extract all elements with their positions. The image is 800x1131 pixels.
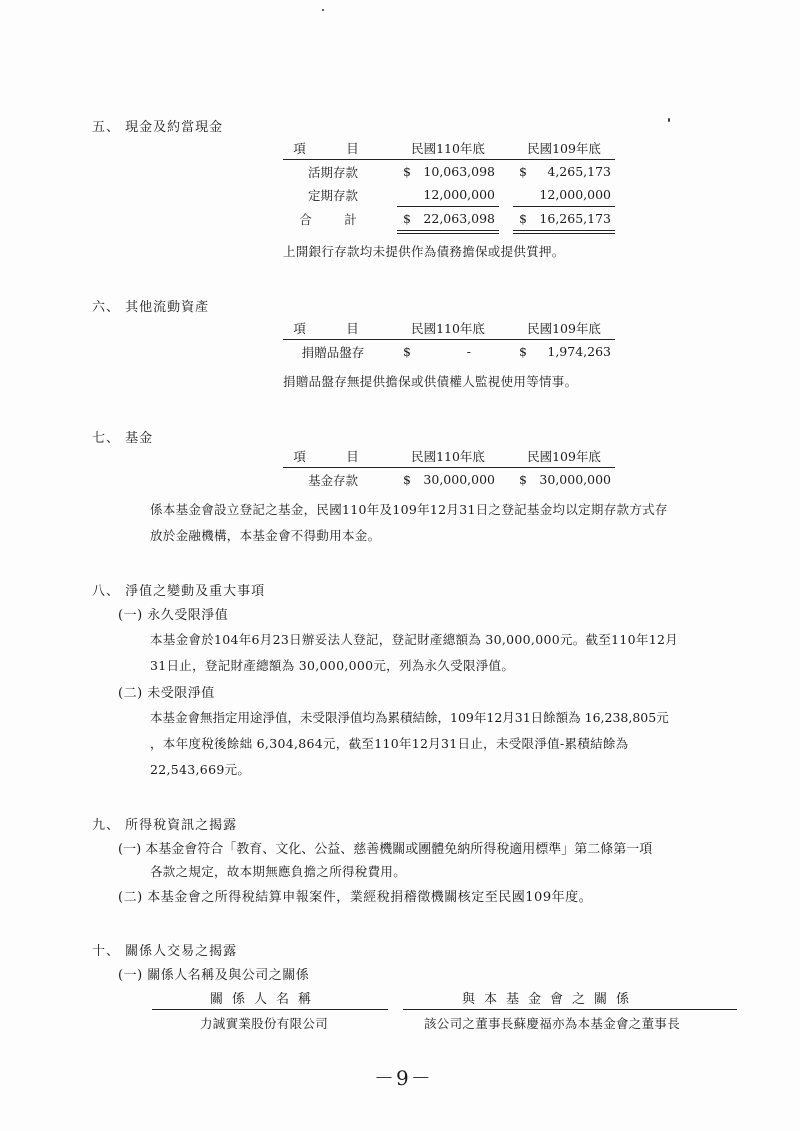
table-row — [283, 160, 615, 184]
relationship-description: 該公司之董事長蘇慶福亦為本基金會之董事長 — [424, 1016, 681, 1031]
currency-symbol: $ — [403, 211, 411, 226]
section-7-paragraph-line-2: 放於金融機構，本基金會不得動用本金。 — [150, 528, 381, 543]
currency-symbol: $ — [519, 164, 527, 179]
value-y109: 1,974,263 — [547, 344, 611, 359]
row-item: 合 計 — [299, 212, 367, 228]
currency-symbol: $ — [403, 472, 411, 487]
section-8-sub-1-line-2: 31日止，登記財產總額為 30,000,000元，列為永久受限淨值。 — [150, 658, 515, 673]
value-y109: 30,000,000 — [539, 472, 611, 487]
section-8-sub-2: (二) 未受限淨值 — [118, 686, 215, 701]
row-item: 捐贈品盤存 — [301, 344, 365, 360]
section-5-note: 上開銀行存款均未提供作為債務擔保或提供質押。 — [283, 244, 565, 259]
cash-table — [283, 137, 615, 234]
scan-speck — [322, 9, 324, 11]
header-item: 項 目 — [283, 137, 383, 160]
value-y109: 4,265,173 — [547, 164, 611, 179]
value-y109: 12,000,000 — [539, 187, 611, 202]
table-header-row — [283, 137, 615, 160]
section-10-heading: 十、 關係人交易之揭露 — [92, 944, 238, 959]
value-y109: 16,265,173 — [539, 211, 611, 226]
currency-symbol: $ — [403, 164, 411, 179]
section-8-sub-2-line-1: 本基金會無指定用途淨值，未受限淨值均為累積結餘，109年12月31日餘額為 16,238,805元 — [150, 710, 669, 725]
row-item: 基金存款 — [307, 472, 358, 488]
header-rule-left — [152, 1009, 388, 1010]
table-row — [283, 183, 615, 207]
header-item: 項 目 — [283, 445, 383, 468]
relationship-header: 與本基金會之關係 — [462, 992, 639, 1007]
section-7-paragraph-line-1: 係本基金會設立登記之基金，民國110年及109年12月31日之登記基金均以定期存款方式存 — [150, 502, 668, 517]
related-party-name: 力誠實業股份有限公司 — [200, 1016, 329, 1031]
currency-symbol: $ — [519, 472, 527, 487]
page-number: －9－ — [374, 1066, 433, 1090]
value-y110: 10,063,098 — [423, 164, 495, 179]
section-8-sub-2-line-3: 22,543,669元。 — [150, 762, 251, 777]
section-9-item-2: (二) 本基金會之所得稅結算申報案件，業經稅捐稽徵機關核定至民國109年度。 — [118, 890, 593, 905]
scan-speck — [668, 118, 670, 122]
header-y109: 民國109年底 — [513, 317, 615, 340]
header-y110: 民國110年底 — [397, 137, 499, 160]
currency-symbol: $ — [519, 344, 527, 359]
section-9-item-1-line-2: 各款之規定，故本期無應負擔之所得稅費用。 — [150, 864, 407, 879]
section-5-heading: 五、 現金及約當現金 — [92, 120, 224, 135]
row-item: 定期存款 — [307, 187, 358, 203]
value-y110: - — [466, 344, 471, 359]
section-8-sub-2-line-2: ，本年度稅後餘絀 6,304,864元，截至110年12月31日止，未受限淨值-累積結餘為 — [150, 736, 629, 751]
header-rule-right — [403, 1009, 737, 1010]
value-y110: 30,000,000 — [423, 472, 495, 487]
section-6-note: 捐贈品盤存無提供擔保或供債權人監視使用等情事。 — [283, 374, 578, 389]
table-header-row — [283, 445, 615, 468]
section-8-sub-1-line-1: 本基金會於104年6月23日辦妥法人登記，登記財產總額為 30,000,000元。截至110年12月 — [150, 632, 679, 647]
section-10-sub-1: (一) 關係人名稱及與公司之關係 — [118, 968, 310, 983]
section-8-sub-1: (一) 永久受限淨值 — [118, 608, 229, 623]
section-6-heading: 六、 其他流動資產 — [92, 300, 210, 315]
table-row — [283, 340, 615, 364]
currency-symbol: $ — [519, 211, 527, 226]
header-y110: 民國110年底 — [397, 445, 499, 468]
value-y110: 12,000,000 — [423, 187, 495, 202]
table-total-row — [283, 207, 615, 233]
value-y110: 22,063,098 — [423, 211, 495, 226]
header-y110: 民國110年底 — [397, 317, 499, 340]
section-8-heading: 八、 淨值之變動及重大事項 — [92, 584, 266, 599]
fund-table — [283, 445, 615, 491]
section-9-item-1-line-1: (一) 本基金會符合「教育、文化、公益、慈善機關或團體免納所得稅適用標準」第二條第一項 — [118, 842, 653, 857]
section-7-heading: 七、 基金 — [92, 431, 154, 446]
related-party-name-header: 關係人名稱 — [210, 992, 321, 1007]
other-assets-table — [283, 317, 615, 363]
header-y109: 民國109年底 — [513, 137, 615, 160]
section-9-heading: 九、 所得稅資訊之揭露 — [92, 818, 238, 833]
table-header-row — [283, 317, 615, 340]
header-item: 項 目 — [283, 317, 383, 340]
row-item: 活期存款 — [307, 164, 358, 180]
header-y109: 民國109年底 — [513, 445, 615, 468]
currency-symbol: $ — [403, 344, 411, 359]
table-row — [283, 468, 615, 492]
